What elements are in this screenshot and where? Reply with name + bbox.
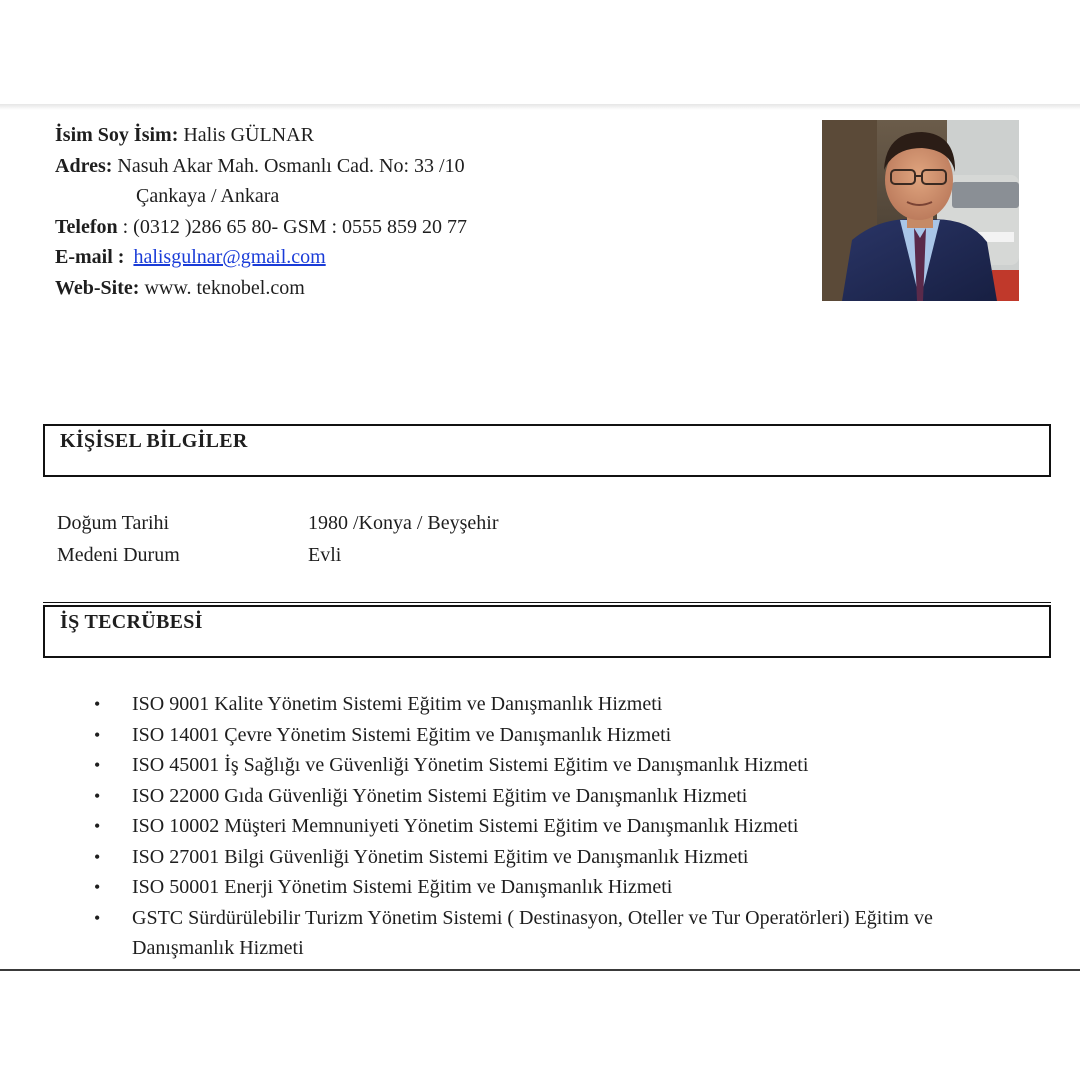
marital-status-label: Medeni Durum (57, 544, 180, 566)
personal-info-header (43, 424, 1051, 477)
list-item (94, 903, 1032, 964)
list-item-text: ISO 14001 Çevre Yönetim Sistemi Eğitim ve Danışmanlık Hizmeti (132, 723, 672, 746)
bullet-icon: • (94, 846, 101, 867)
list-item-text: ISO 45001 İş Sağlığı ve Güvenliği Yönetim Sistemi Eğitim ve Danışmanlık Hizmeti (132, 754, 809, 776)
name-label: İsim Soy İsim: (55, 124, 179, 146)
phone-value: : (0312 )286 65 80- GSM : 0555 859 20 77 (122, 215, 468, 238)
experience-list (94, 689, 1032, 964)
list-item-text: ISO 27001 Bilgi Güvenliği Yönetim Sistemi Eğitim ve Danışmanlık Hizmeti (132, 845, 749, 868)
email-row (55, 242, 467, 273)
page-bottom-edge (0, 969, 1080, 971)
phone-row (55, 212, 467, 243)
address-line2: Çankaya / Ankara (136, 185, 280, 207)
experience-header (43, 605, 1051, 658)
list-item (94, 781, 1032, 812)
bullet-icon: • (94, 724, 101, 745)
bullet-icon: • (94, 755, 101, 775)
bullet-icon: • (94, 694, 101, 714)
bullet-icon: • (94, 785, 101, 806)
name-row (55, 120, 467, 151)
list-item (94, 689, 1032, 720)
phone-label: Telefon (55, 215, 118, 238)
address-label: Adres: (55, 154, 113, 177)
address-line2-row (55, 181, 467, 212)
marital-status-value: Evli (308, 544, 342, 566)
bullet-icon: • (94, 877, 101, 897)
profile-photo (822, 120, 1019, 301)
list-item-text: ISO 50001 Enerji Yönetim Sistemi Eğitim ve Danışmanlık Hizmeti (132, 876, 673, 898)
website-value: www. teknobel.com (144, 276, 305, 299)
website-label: Web-Site: (55, 276, 140, 299)
list-item (94, 750, 1032, 781)
email-link[interactable]: halisgulnar@gmail.com (133, 246, 326, 268)
contact-block (55, 120, 467, 303)
list-item (94, 872, 1032, 903)
experience-title: İŞ TECRÜBESİ (60, 611, 203, 633)
page-top-edge (0, 104, 1080, 110)
list-item (94, 720, 1032, 751)
experience-top-rule (43, 602, 1051, 603)
list-item (94, 811, 1032, 842)
birth-date-value: 1980 /Konya / Beyşehir (308, 512, 499, 534)
name-value: Halis GÜLNAR (183, 124, 314, 146)
address-row (55, 151, 467, 182)
list-item-text: GSTC Sürdürülebilir Turizm Yönetim Sistemi ( Destinasyon, Oteller ve Tur Operatörleri) Eğitim ve Danışmanlık Hizmeti (132, 906, 933, 959)
personal-info-title: KİŞİSEL BİLGİLER (60, 430, 248, 452)
birth-date-label: Doğum Tarihi (57, 512, 170, 534)
list-item-text: ISO 22000 Gıda Güvenliği Yönetim Sistemi Eğitim ve Danışmanlık Hizmeti (132, 784, 748, 807)
list-item-text: ISO 9001 Kalite Yönetim Sistemi Eğitim ve Danışmanlık Hizmeti (132, 693, 663, 715)
list-item-text: ISO 10002 Müşteri Memnuniyeti Yönetim Sistemi Eğitim ve Danışmanlık Hizmeti (132, 815, 799, 837)
list-item (94, 842, 1032, 873)
bullet-icon: • (94, 907, 101, 928)
website-row (55, 273, 467, 304)
bullet-icon: • (94, 816, 101, 836)
address-line1: Nasuh Akar Mah. Osmanlı Cad. No: 33 /10 (117, 154, 465, 177)
email-label: E-mail : (55, 246, 125, 268)
